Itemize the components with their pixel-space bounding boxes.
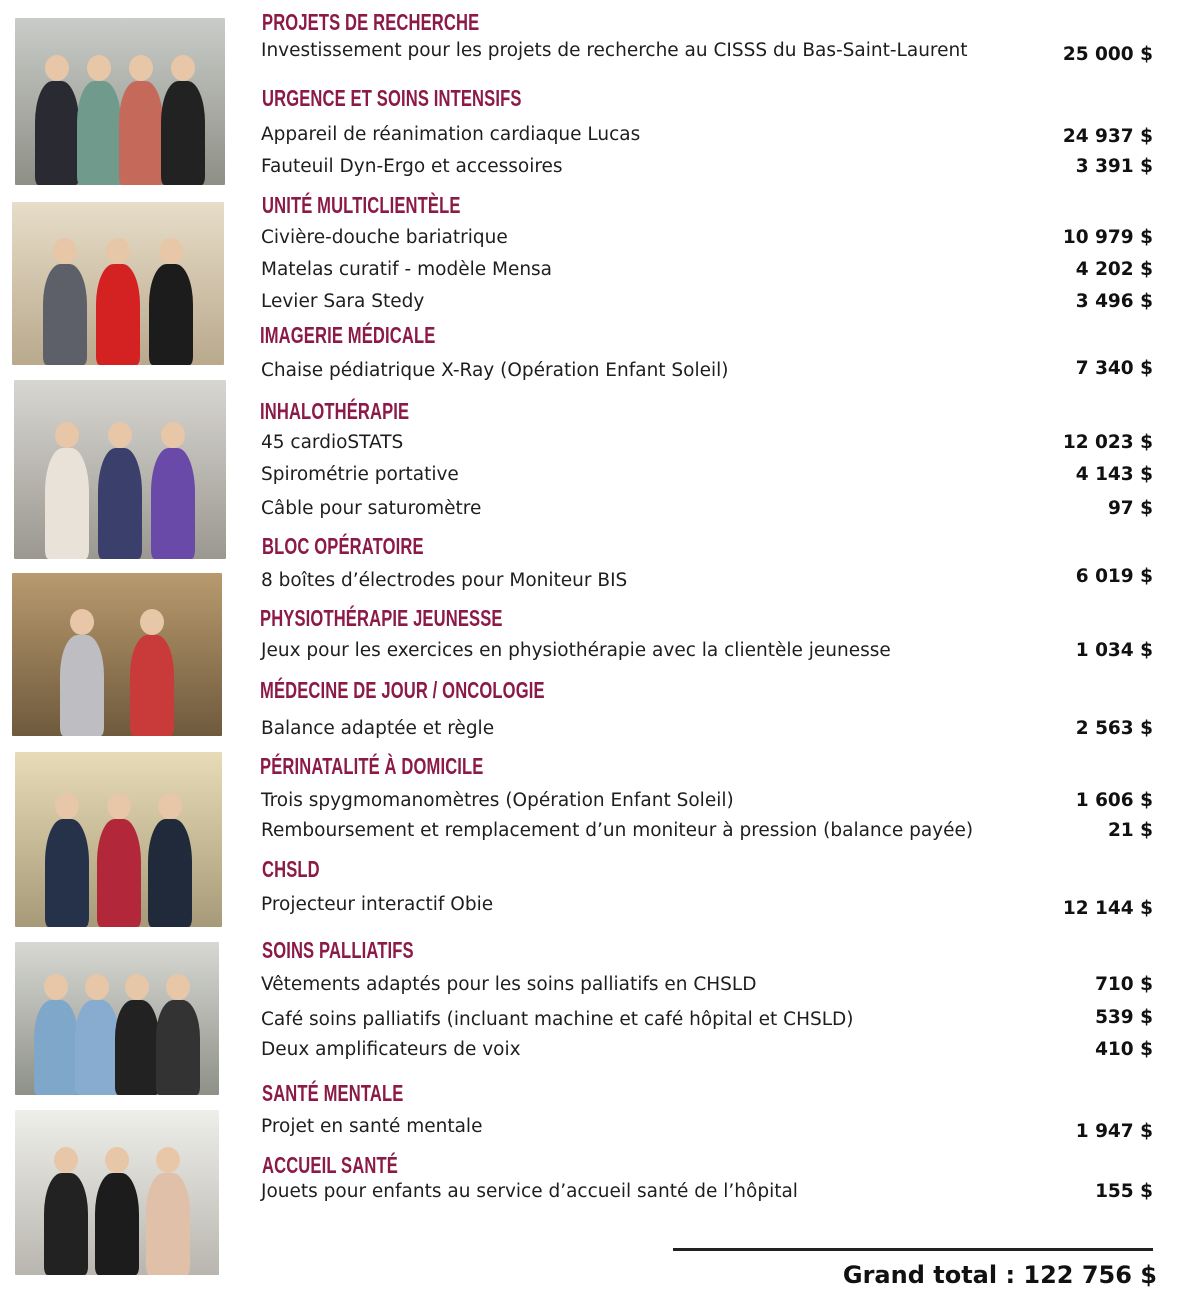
item-amount: 710 $	[1095, 974, 1153, 995]
person-head	[159, 238, 183, 264]
person-head	[106, 238, 130, 264]
item-label: Fauteuil Dyn-Ergo et accessoires	[261, 156, 563, 177]
person-head	[161, 422, 185, 448]
person-head	[45, 55, 69, 81]
section-heading: PROJETS DE RECHERCHE	[262, 9, 480, 35]
person-head	[55, 793, 79, 819]
person-figure	[45, 448, 89, 559]
item-amount: 1 606 $	[1075, 790, 1153, 811]
person-figure	[97, 819, 141, 928]
person-figure	[75, 1000, 119, 1095]
person-head	[158, 793, 182, 819]
item-label: Spirométrie portative	[261, 464, 459, 485]
person-head	[166, 974, 190, 1000]
person-head	[107, 793, 131, 819]
item-amount: 12 023 $	[1062, 432, 1153, 453]
item-amount: 1 947 $	[1075, 1121, 1153, 1142]
team-photo-perinatality	[15, 752, 222, 927]
item-label: Deux amplificateurs de voix	[261, 1039, 521, 1060]
person-head	[87, 55, 111, 81]
person-figure	[43, 264, 87, 365]
item-amount: 410 $	[1095, 1039, 1153, 1060]
person-figure	[161, 81, 205, 185]
person-head	[44, 974, 68, 1000]
section-heading: PÉRINATALITÉ À DOMICILE	[260, 753, 484, 779]
person-figure	[95, 1173, 139, 1275]
item-label: 45 cardioSTATS	[261, 432, 404, 453]
person-figure	[34, 1000, 78, 1095]
item-label: Remboursement et remplacement d’un moniteur à pression (balance payée)	[261, 820, 974, 841]
item-amount: 7 340 $	[1075, 358, 1153, 379]
section-heading: SANTÉ MENTALE	[262, 1080, 404, 1106]
item-amount: 155 $	[1095, 1181, 1153, 1202]
item-label: Café soins palliatifs (incluant machine et café hôpital et CHSLD)	[261, 1009, 854, 1030]
item-label: Vêtements adaptés pour les soins palliatifs en CHSLD	[261, 974, 757, 995]
person-figure	[151, 448, 195, 559]
person-figure	[119, 81, 163, 185]
person-figure	[45, 819, 89, 928]
section-heading: MÉDECINE DE JOUR / ONCOLOGIE	[260, 677, 545, 703]
person-figure	[130, 635, 174, 736]
section-heading: URGENCE ET SOINS INTENSIFS	[262, 85, 522, 111]
section-heading: SOINS PALLIATIFS	[262, 937, 414, 963]
item-amount: 1 034 $	[1075, 640, 1153, 661]
person-head	[70, 609, 94, 635]
person-figure	[98, 448, 142, 559]
item-amount: 24 937 $	[1062, 126, 1153, 147]
item-label: Jeux pour les exercices en physiothérapie avec la clientèle jeunesse	[261, 640, 891, 661]
section-heading: PHYSIOTHÉRAPIE JEUNESSE	[260, 605, 503, 631]
team-photo-mental-health	[15, 1110, 219, 1275]
section-heading: BLOC OPÉRATOIRE	[262, 533, 424, 559]
team-photo-inhalotherapy	[14, 380, 226, 559]
grand-total: Grand total : 122 756 $	[842, 1261, 1157, 1289]
item-label: Investissement pour les projets de recherche au CISSS du Bas-Saint-Laurent	[261, 40, 968, 61]
person-figure	[35, 81, 79, 185]
total-divider	[673, 1248, 1153, 1251]
item-label: Trois spygmomanomètres (Opération Enfant Soleil)	[261, 790, 734, 811]
person-head	[105, 1147, 129, 1173]
person-head	[140, 609, 164, 635]
team-photo-palliative-care	[15, 942, 219, 1095]
item-amount: 539 $	[1095, 1007, 1153, 1028]
person-head	[54, 1147, 78, 1173]
person-figure	[156, 1000, 200, 1095]
item-amount: 97 $	[1107, 498, 1153, 519]
person-head	[55, 422, 79, 448]
item-label: Levier Sara Stedy	[261, 291, 425, 312]
section-heading: INHALOTHÉRAPIE	[260, 398, 410, 424]
item-amount: 21 $	[1107, 820, 1153, 841]
item-amount: 6 019 $	[1075, 566, 1153, 587]
item-label: Projecteur interactif Obie	[261, 894, 494, 915]
item-amount: 10 979 $	[1062, 227, 1153, 248]
team-photo-emergency	[15, 18, 225, 185]
section-heading: ACCUEIL SANTÉ	[262, 1152, 398, 1178]
section-heading: CHSLD	[262, 856, 320, 882]
person-figure	[115, 1000, 159, 1095]
person-figure	[146, 1173, 190, 1275]
person-head	[53, 238, 77, 264]
person-head	[108, 422, 132, 448]
section-heading: UNITÉ MULTICLIENTÈLE	[262, 192, 461, 218]
item-label: Projet en santé mentale	[261, 1116, 483, 1137]
item-label: 8 boîtes d’électrodes pour Moniteur BIS	[261, 570, 628, 591]
item-label: Chaise pédiatrique X-Ray (Opération Enfant Soleil)	[261, 360, 729, 381]
item-label: Jouets pour enfants au service d’accueil santé de l’hôpital	[261, 1181, 798, 1202]
item-label: Matelas curatif - modèle Mensa	[261, 259, 553, 280]
item-amount: 3 391 $	[1075, 156, 1153, 177]
photo-physiotherapy-toys	[12, 573, 222, 736]
person-figure	[60, 635, 104, 736]
item-amount: 25 000 $	[1062, 44, 1153, 65]
person-head	[125, 974, 149, 1000]
item-amount: 2 563 $	[1075, 718, 1153, 739]
person-head	[171, 55, 195, 81]
person-figure	[44, 1173, 88, 1275]
person-figure	[148, 819, 192, 928]
item-label: Balance adaptée et règle	[261, 718, 495, 739]
item-label: Civière-douche bariatrique	[261, 227, 508, 248]
person-head	[156, 1147, 180, 1173]
team-photo-multiclientele	[12, 202, 224, 365]
item-amount: 4 143 $	[1075, 464, 1153, 485]
person-figure	[149, 264, 193, 365]
person-head	[85, 974, 109, 1000]
section-heading: IMAGERIE MÉDICALE	[260, 322, 436, 348]
item-amount: 3 496 $	[1075, 291, 1153, 312]
item-amount: 12 144 $	[1062, 898, 1153, 919]
item-amount: 4 202 $	[1075, 259, 1153, 280]
item-label: Appareil de réanimation cardiaque Lucas	[261, 124, 641, 145]
person-figure	[96, 264, 140, 365]
person-figure	[77, 81, 121, 185]
person-head	[129, 55, 153, 81]
item-label: Câble pour saturomètre	[261, 498, 482, 519]
